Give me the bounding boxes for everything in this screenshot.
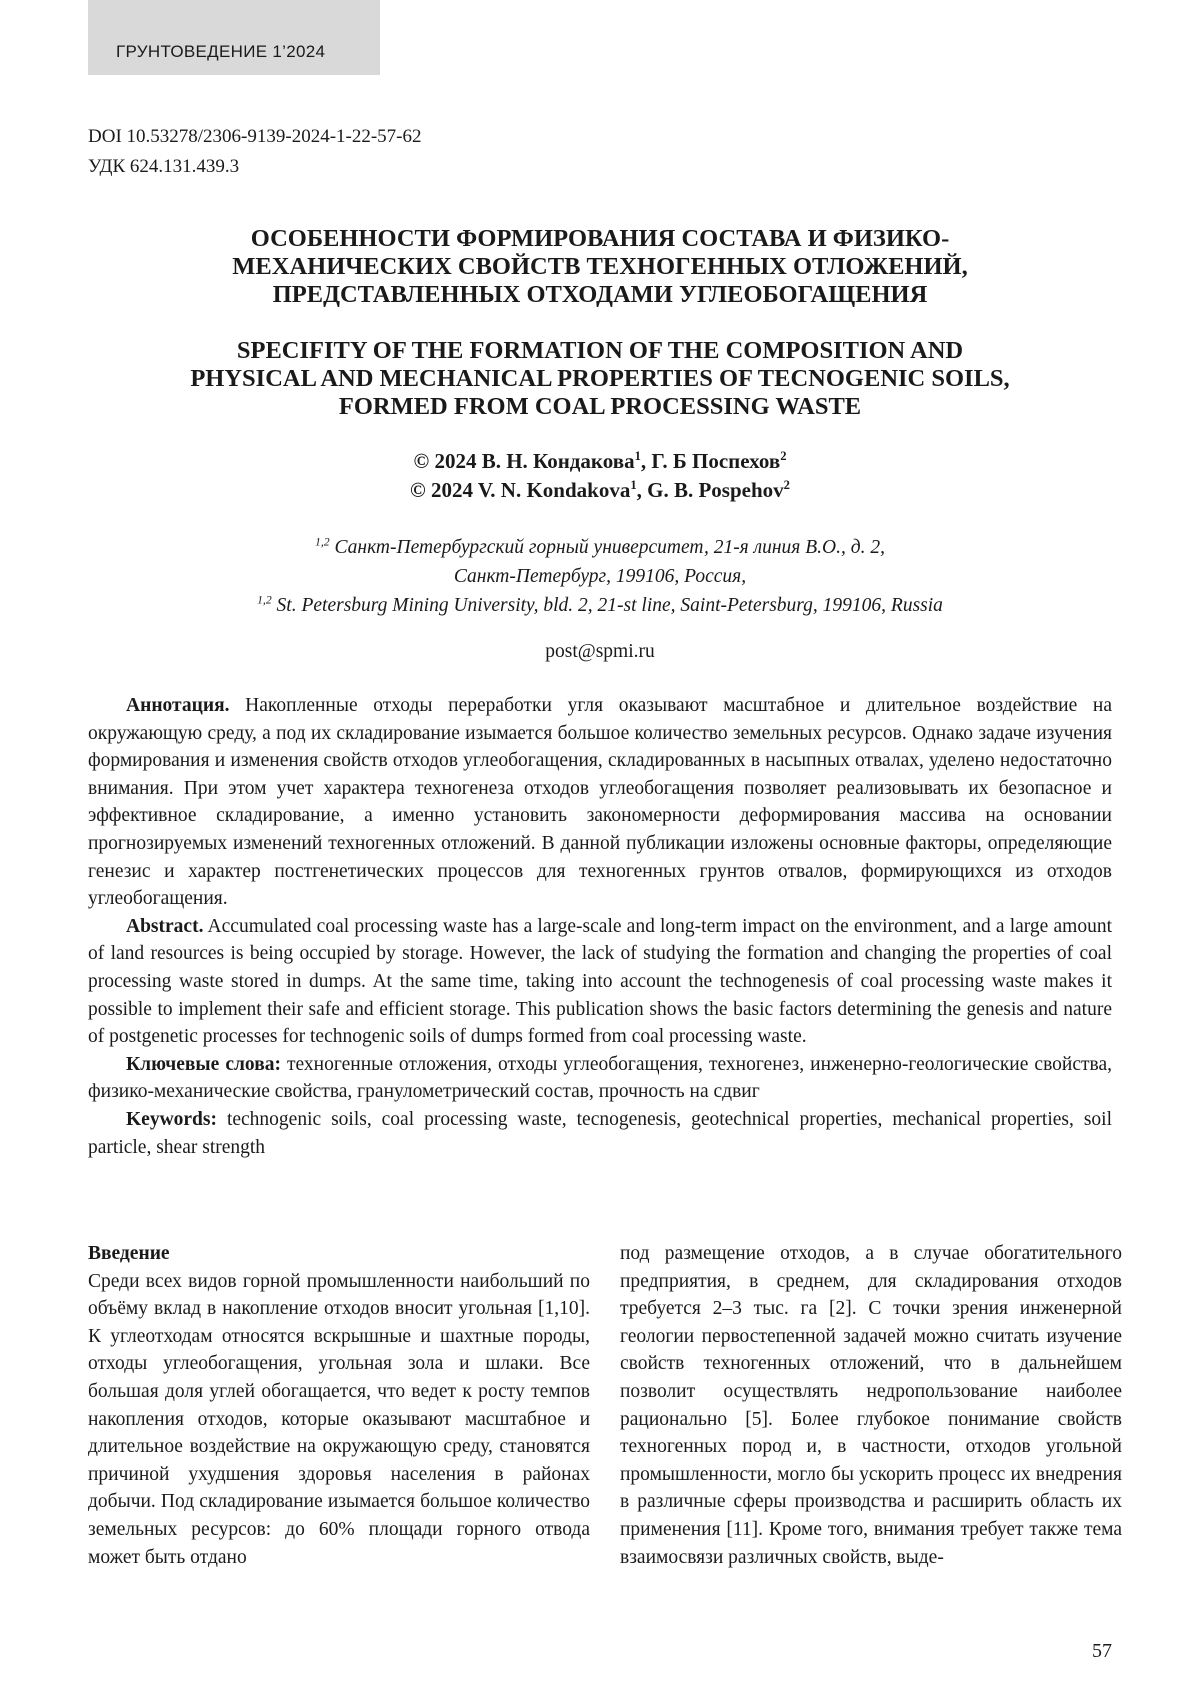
title-english (88, 337, 1112, 421)
affil-mark: 1,2 (315, 535, 330, 549)
contact-email: post@spmi.ru (545, 641, 655, 662)
affil-mark: 1 (634, 449, 641, 463)
keywords-en (88, 1106, 1112, 1161)
authors-ru-first: © 2024 В. Н. Кондакова (413, 449, 635, 473)
authors-ru (88, 447, 1112, 476)
journal-title: ГРУНТОВЕДЕНИЕ 1’2024 (116, 42, 326, 61)
affil-mark: 2 (783, 478, 790, 492)
affiliation-ru-text: Санкт-Петербургский горный университет, 21-я линия В.О., д. 2, (329, 537, 885, 558)
affiliation-ru-line2: Санкт-Петербург, 199106, Россия, (453, 566, 747, 587)
keywords-ru (88, 1051, 1112, 1106)
title-russian (88, 225, 1112, 309)
section-heading-introduction: Введение (88, 1243, 170, 1264)
keywords-ru-label: Ключевые слова: (126, 1053, 281, 1075)
keywords-en-text: technogenic soils, coal processing waste, tecnogenesis, geotechnical properties, mechanical properties, soil particle, shear strength (88, 1108, 1112, 1158)
title-ru-line: ОСОБЕННОСТИ ФОРМИРОВАНИЯ СОСТАВА И ФИЗИКО- (250, 225, 950, 252)
title-en-line: SPECIFITY OF THE FORMATION OF THE COMPOSITION AND (236, 337, 964, 364)
abstract-block (88, 692, 1112, 1161)
article-identifiers (88, 122, 422, 182)
intro-paragraph-left: Среди всех видов горной промышленности наибольший по объёму вклад в накопление отходов вносит угольная [1,10]. К углеотходам относятся вскрышные и шахтные породы, отходы углеобогащения, угольная зола и шлаки. Все большая доля углей обогащается, что ведет к росту темпов накопления отходов, которые оказывают масштабное и длительное воздействие на окружающую среду, становятся причиной ухудшения здоровья населения в районах добычи. Под складирование изымается большое количество земельных ресурсов: до 60% площади горного отвода может быть отдано (88, 1270, 590, 1568)
title-en-line: FORMED FROM COAL PROCESSING WASTE (338, 393, 862, 420)
authors (88, 447, 1112, 505)
title-ru-line: МЕХАНИЧЕСКИХ СВОЙСТВ ТЕХНОГЕННЫХ ОТЛОЖЕНИЙ, (232, 253, 968, 280)
udk: УДК 624.131.439.3 (88, 156, 240, 177)
affiliation (88, 533, 1112, 620)
authors-en-second: , G. B. Pospehov (636, 478, 784, 502)
title-ru-line: ПРЕДСТАВЛЕННЫХ ОТХОДАМИ УГЛЕОБОГАЩЕНИЯ (272, 281, 928, 308)
affil-mark: 2 (780, 449, 787, 463)
affiliation-en-text: St. Petersburg Mining University, bld. 2, 21-st line, Saint-Petersburg, 199106, Russia (271, 595, 943, 616)
abstract-en-label: Abstract. (126, 915, 204, 937)
affiliation-ru-line1 (88, 533, 1112, 562)
authors-en-first: © 2024 V. N. Kondakova (410, 478, 631, 502)
abstract-ru-text: Накопленные отходы переработки угля оказывают масштабное и длительное воздействие на окружающую среду, а под их складирование изымается большое количество земельных ресурсов. Однако задаче изучения формирования и изменения свойств отходов углеобогащения, складированных в насыпных отвалах, уделено недостаточно внимания. При этом учет характера техногенеза отходов углеобогащения позволяет реализовывать их безопасное и эффективное складирование, а именно установить закономерности деформирования массива на основании прогнозируемых изменений техногенных отложений. В данной публикации изложены основные факторы, определяющие генезис и характер постгенетических процессов для техногенных грунтов отвалов, формирующихся из отходов углеобогащения. (88, 695, 1112, 910)
affil-mark: 1,2 (257, 593, 272, 607)
authors-en (88, 476, 1112, 505)
affil-mark: 1 (630, 478, 637, 492)
keywords-en-label: Keywords: (126, 1108, 217, 1130)
page-number: 57 (1092, 1640, 1112, 1662)
intro-paragraph-right: под размещение отходов, а в случае обогатительного предприятия, в среднем, для складирования отходов требуется 2–3 тыс. га [2]. С точки зрения инженерной геологии первостепенной задачей можно считать изучение свойств техногенных отложений, что в дальнейшем позволит осуществлять недропользование наиболее рационально [5]. Более глубокое понимание свойств техногенных пород и, в частности, отходов угольной промышленности, могло бы ускорить процесс их внедрения в различные сферы производства и расширить область их применения [11]. Кроме того, внимания требует также тема взаимосвязи различных свойств, выде- (620, 1243, 1122, 1568)
affiliation-en-line (88, 591, 1112, 620)
intro-column-left (88, 1240, 590, 1571)
abstract-ru (88, 692, 1112, 913)
keywords-ru-text: техногенные отложения, отходы углеобогащения, техногенез, инженерно-геологические свойства, физико-механические свойства, гранулометрический состав, прочность на сдвиг (88, 1053, 1112, 1103)
abstract-en (88, 913, 1112, 1051)
doi: DOI 10.53278/2306-9139-2024-1-22-57-62 (88, 126, 422, 147)
abstract-en-text: Accumulated coal processing waste has a large-scale and long-term impact on the environment, and a large amount of land resources is being occupied by storage. However, the lack of studying the formation and changing the properties of coal processing waste stored in dumps. At the same time, taking into account the technogenesis of coal processing waste makes it possible to implement their safe and efficient storage. This publication shows the basic factors determining the genesis and nature of postgenetic processes for technogenic soils of dumps formed from coal processing waste. (88, 915, 1112, 1048)
authors-ru-second: , Г. Б Поспехов (640, 449, 781, 473)
title-en-line: PHYSICAL AND MECHANICAL PROPERTIES OF TECNOGENIC SOILS, (190, 365, 1010, 392)
abstract-ru-label: Аннотация. (126, 695, 230, 716)
intro-column-right (620, 1240, 1122, 1571)
journal-header-band (88, 0, 380, 75)
